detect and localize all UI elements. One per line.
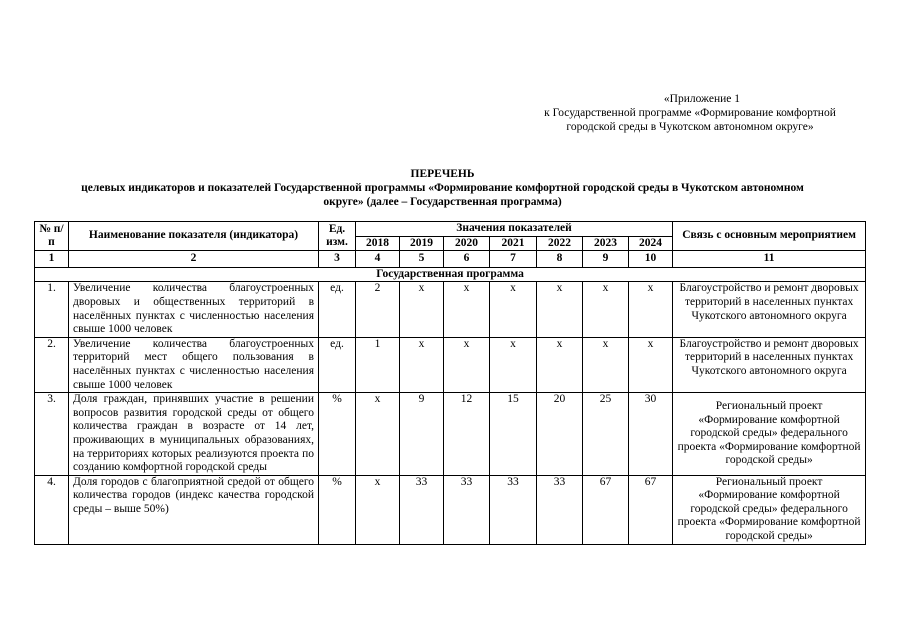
column-number: 10 <box>629 251 673 268</box>
row-value: 25 <box>583 393 629 476</box>
indicators-table <box>34 221 866 545</box>
row-value: х <box>490 337 537 392</box>
header-year: 2018 <box>356 236 400 251</box>
row-name: Доля граждан, принявших участие в решении вопросов развития городской среды от общего количества граждан в возрасте от 14 лет, проживающих в муниципальных образованиях, на территориях которых реализуются проекта по созданию комфортной городской среды <box>69 393 319 476</box>
row-value: 33 <box>537 475 583 544</box>
row-value: х <box>400 282 444 337</box>
row-value: 20 <box>537 393 583 476</box>
header-year: 2023 <box>583 236 629 251</box>
table-row <box>35 393 866 476</box>
row-value: х <box>537 337 583 392</box>
row-value: х <box>583 337 629 392</box>
row-value: 12 <box>444 393 490 476</box>
row-value: 1 <box>356 337 400 392</box>
row-unit: ед. <box>319 282 356 337</box>
appendix-note <box>520 92 860 134</box>
row-name: Увеличение количества благоустроенных территорий мест общего пользования в населённых пунктах с численностью населения свыше 1000 человек <box>69 337 319 392</box>
column-number: 1 <box>35 251 69 268</box>
column-numbers-row <box>35 251 866 268</box>
header-link: Связь с основным мероприятием <box>673 222 866 251</box>
column-number: 6 <box>444 251 490 268</box>
row-value: 67 <box>583 475 629 544</box>
header-num: № п/п <box>35 222 69 251</box>
header-year: 2020 <box>444 236 490 251</box>
row-value: 30 <box>629 393 673 476</box>
row-value: х <box>444 337 490 392</box>
row-link: Благоустройство и ремонт дворовых территорий в населенных пунктах Чукотского автономного округа <box>673 282 866 337</box>
column-number: 9 <box>583 251 629 268</box>
row-value: 15 <box>490 393 537 476</box>
column-number: 11 <box>673 251 866 268</box>
row-value: х <box>629 282 673 337</box>
row-value: 33 <box>444 475 490 544</box>
row-value: х <box>400 337 444 392</box>
appendix-line-1: «Приложение 1 <box>663 93 740 105</box>
title-line-2: целевых индикаторов и показателей Государственной программы «Формирование комфортной городской среды в Чукотском автономном <box>81 182 804 194</box>
row-value: х <box>583 282 629 337</box>
row-value: х <box>356 475 400 544</box>
column-number: 7 <box>490 251 537 268</box>
header-row <box>35 222 866 237</box>
row-num: 2. <box>35 337 69 392</box>
row-value: 2 <box>356 282 400 337</box>
section-title: Государственная программа <box>35 267 866 282</box>
row-value: 33 <box>490 475 537 544</box>
row-value: х <box>444 282 490 337</box>
column-number: 8 <box>537 251 583 268</box>
row-name: Доля городов с благоприятной средой от общего количества городов (индекс качества городской среды – выше 50%) <box>69 475 319 544</box>
row-num: 1. <box>35 282 69 337</box>
row-value: х <box>537 282 583 337</box>
appendix-line-3: городской среды в Чукотском автономном округе» <box>566 121 814 133</box>
row-num: 3. <box>35 393 69 476</box>
row-unit: % <box>319 393 356 476</box>
table-row <box>35 475 866 544</box>
row-link: Региональный проект «Формирование комфортной городской среды» федерального проекта «Формирование комфортной городской среды» <box>673 393 866 476</box>
row-name: Увеличение количества благоустроенных дворовых и общественных территорий в населённых пунктах с численностью населения свыше 1000 человек <box>69 282 319 337</box>
column-number: 3 <box>319 251 356 268</box>
row-value: 9 <box>400 393 444 476</box>
section-row <box>35 267 866 282</box>
document-title <box>20 167 865 209</box>
title-line-1: ПЕРЕЧЕНЬ <box>410 168 475 180</box>
header-year: 2024 <box>629 236 673 251</box>
table-row <box>35 337 866 392</box>
row-value: х <box>629 337 673 392</box>
row-value: х <box>490 282 537 337</box>
column-number: 4 <box>356 251 400 268</box>
appendix-line-2: к Государственной программе «Формирование комфортной <box>544 107 836 119</box>
row-value: 33 <box>400 475 444 544</box>
header-year: 2021 <box>490 236 537 251</box>
row-num: 4. <box>35 475 69 544</box>
header-values: Значения показателей <box>356 222 673 237</box>
row-link: Региональный проект «Формирование комфортной городской среды» федерального проекта «Формирование комфортной городской среды» <box>673 475 866 544</box>
row-link: Благоустройство и ремонт дворовых территорий в населенных пунктах Чукотского автономного округа <box>673 337 866 392</box>
row-value: 67 <box>629 475 673 544</box>
header-year: 2019 <box>400 236 444 251</box>
column-number: 5 <box>400 251 444 268</box>
row-unit: ед. <box>319 337 356 392</box>
row-value: х <box>356 393 400 476</box>
header-year: 2022 <box>537 236 583 251</box>
header-unit: Ед. изм. <box>319 222 356 251</box>
row-unit: % <box>319 475 356 544</box>
column-number: 2 <box>69 251 319 268</box>
table-row <box>35 282 866 337</box>
title-line-3: округе» (далее – Государственная программа) <box>323 196 562 208</box>
header-name: Наименование показателя (индикатора) <box>69 222 319 251</box>
